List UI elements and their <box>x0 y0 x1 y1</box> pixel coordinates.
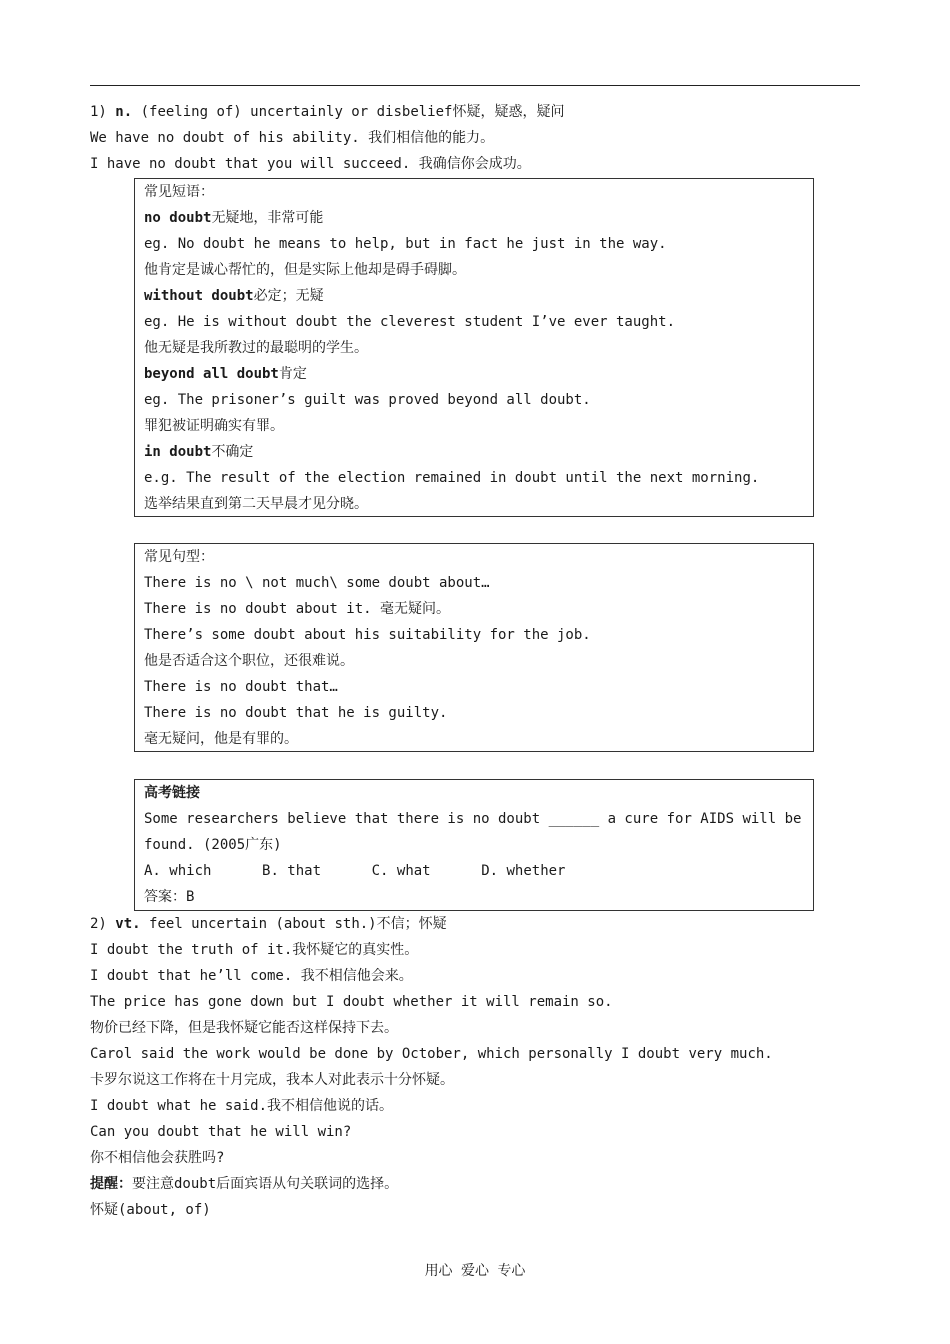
exam-options: A. which B. that C. what D. whether <box>144 863 566 879</box>
patterns-box <box>134 543 814 752</box>
phrase-example: e.g. The result of the election remained in doubt until the next morning. <box>144 470 760 486</box>
s2-line: Carol said the work would be done by October, which personally I doubt very much. <box>90 1046 773 1062</box>
exam-box <box>134 779 814 911</box>
phrase-translation: 他肯定是诚心帮忙的，但是实际上他却是碍手碍脚。 <box>144 262 466 278</box>
pattern-line: 他是否适合这个职位，还很难说。 <box>144 653 354 669</box>
s2-line: I doubt the truth of it.我怀疑它的真实性。 <box>90 942 419 958</box>
pattern-line: There is no doubt that he is guilty. <box>144 705 448 721</box>
phrases-title: 常见短语： <box>144 184 214 200</box>
phrases-box <box>134 178 814 517</box>
header-rule <box>90 85 860 86</box>
s1-example-2: I have no doubt that you will succeed. 我确信你会成功。 <box>90 156 531 172</box>
patterns-title: 常见句型： <box>144 549 214 565</box>
pattern-line: There is no doubt about it. 毫无疑问。 <box>144 601 451 617</box>
phrase-item: in doubt不确定 <box>144 444 254 460</box>
pattern-line: There’s some doubt about his suitability for the job. <box>144 627 591 643</box>
page-footer: 用心 爱心 专心 <box>424 1263 526 1279</box>
phrase-example: eg. No doubt he means to help, but in fact he just in the way. <box>144 236 667 252</box>
phrase-example: eg. He is without doubt the cleverest student I’ve ever taught. <box>144 314 676 330</box>
phrase-item: beyond all doubt肯定 <box>144 366 307 382</box>
pattern-line: 毫无疑问，他是有罪的。 <box>144 731 298 747</box>
s2-tip: 提醒：要注意doubt后面宾语从句关联词的选择。 <box>90 1176 399 1192</box>
phrase-item: without doubt必定；无疑 <box>144 288 324 304</box>
s2-line: I doubt that he’ll come. 我不相信他会来。 <box>90 968 413 984</box>
s1-definition: 1) n. (feeling of) uncertainly or disbelief怀疑，疑惑，疑问 <box>90 104 565 120</box>
phrase-translation: 罪犯被证明确实有罪。 <box>144 418 284 434</box>
pattern-line: There is no \ not much\ some doubt about… <box>144 575 490 591</box>
s2-line: Can you doubt that he will win? <box>90 1124 352 1140</box>
phrase-translation: 选举结果直到第二天早晨才见分晓。 <box>144 496 368 512</box>
phrase-example: eg. The prisoner’s guilt was proved beyond all doubt. <box>144 392 591 408</box>
s1-example-1: We have no doubt of his ability. 我们相信他的能力。 <box>90 130 495 146</box>
exam-title: 高考链接 <box>144 785 200 801</box>
pattern-line: There is no doubt that… <box>144 679 338 695</box>
exam-question: Some researchers believe that there is no doubt ______ a cure for AIDS will be <box>144 811 802 827</box>
s2-line: 你不相信他会获胜吗? <box>90 1150 225 1166</box>
s2-line: 物价已经下降，但是我怀疑它能否这样保持下去。 <box>90 1020 398 1036</box>
s2-line: 卡罗尔说这工作将在十月完成，我本人对此表示十分怀疑。 <box>90 1072 454 1088</box>
exam-answer: 答案：B <box>144 889 195 905</box>
s2-definition: 2) vt. feel uncertain (about sth.)不信；怀疑 <box>90 916 447 932</box>
s2-last-line: 怀疑(about, of) <box>90 1202 211 1218</box>
s2-line: I doubt what he said.我不相信他说的话。 <box>90 1098 394 1114</box>
phrase-translation: 他无疑是我所教过的最聪明的学生。 <box>144 340 368 356</box>
phrase-item: no doubt无疑地，非常可能 <box>144 210 324 226</box>
exam-question-cont: found. (2005广东) <box>144 837 282 853</box>
s2-line: The price has gone down but I doubt whether it will remain so. <box>90 994 613 1010</box>
